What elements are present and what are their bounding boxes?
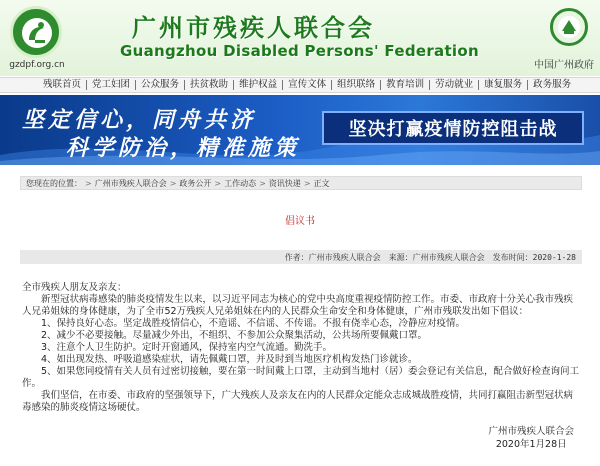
- banner-slogan-line2: 科学防治，精准施策: [66, 135, 301, 161]
- nav-item-education[interactable]: 教育培训: [381, 80, 430, 90]
- article-meta: [20, 250, 582, 264]
- breadcrumb-separator: >: [259, 178, 266, 188]
- paragraph-item-3: 3、注意个人卫生防护。定时开窗通风，保持室内空气流通。勤洗手。: [41, 342, 333, 353]
- author-value: 广州市残疾人联合会: [308, 252, 381, 262]
- breadcrumb-item-current: 正文: [313, 178, 330, 188]
- breadcrumb-item-gov-affairs[interactable]: 政务公开: [179, 178, 212, 188]
- nav-item-poverty-relief[interactable]: 扶贫救助: [185, 80, 234, 90]
- signature-block: [488, 425, 574, 451]
- banner-campaign-box: 坚决打赢疫情防控阻击战: [322, 111, 584, 145]
- paragraph-closing: 我们坚信，在市委、市政府的坚强领导下，广大残疾人及亲友在内的人民群众定能众志成城战胜疫情，共同打赢阻击新型冠状病毒感染的肺炎疫情这场硬仗。: [22, 390, 574, 413]
- signature-org: 广州市残疾人联合会: [488, 426, 574, 437]
- campaign-banner: [0, 95, 600, 165]
- nav-item-culture[interactable]: 宣传文体: [283, 80, 332, 90]
- site-title-en: Guangzhou Disabled Persons' Federation: [120, 42, 479, 60]
- nav-item-rehab[interactable]: 康复服务: [479, 80, 528, 90]
- breadcrumb-separator: >: [214, 178, 222, 188]
- paragraph-intro: 新型冠状病毒感染的肺炎疫情发生以来，以习近平同志为核心的党中央高度重视疫情防控工作。市委、市政府十分关心我市残疾人兄弟姐妹的身体健康，为了全市52万残疾人兄弟姐妹在内的人民群众生命安全和身体健康，广州市残联发出如下倡议：: [22, 294, 574, 317]
- author-label: 作者：: [284, 252, 309, 262]
- article-body: [22, 282, 580, 414]
- source-value: 广州市残疾人联合会: [412, 252, 485, 262]
- paragraph-item-5: 5、如果您同疫情有关人员有过密切接触，要在第一时间戴上口罩，主动到当地村（居）委会登记有关信息，配合做好检查询问工作。: [22, 366, 580, 389]
- paragraph-item-2: 2、减少不必要接触。尽量减少外出，不组织、不参加公众聚集活动，公共场所要佩戴口罩。: [41, 330, 428, 341]
- nav-item-party[interactable]: 党工妇团: [87, 80, 136, 90]
- nav-item-government[interactable]: 政务服务: [533, 79, 572, 90]
- guangzhou-gov-emblem-icon[interactable]: [550, 8, 588, 46]
- source-label: 来源：: [388, 252, 413, 262]
- breadcrumb: [20, 176, 582, 190]
- breadcrumb-item-work-news[interactable]: 工作动态: [224, 178, 257, 188]
- publish-date: 2020-1-28: [532, 252, 576, 262]
- salutation: 全市残疾人朋友及亲友：: [22, 282, 127, 293]
- nav-item-organization[interactable]: 组织联络: [332, 80, 381, 90]
- nav-item-home[interactable]: 残联首页: [38, 80, 87, 90]
- breadcrumb-prefix: 您现在的位置：: [26, 178, 82, 188]
- date-label: 发布时间：: [492, 252, 533, 262]
- banner-slogan-line1: 坚定信心，同舟共济: [22, 107, 257, 133]
- breadcrumb-separator: >: [303, 178, 311, 188]
- paragraph-item-4: 4、如出现发热、呼吸道感染症状，请先佩戴口罩，并及时到当地医疗机构发热门诊就诊。: [41, 354, 418, 365]
- nav-item-rights[interactable]: 维护权益: [234, 80, 283, 90]
- signature-date: 2020年1月28日: [495, 439, 567, 450]
- breadcrumb-item-federation[interactable]: 广州市残疾人联合会: [94, 178, 167, 188]
- paragraph-item-1: 1、保持良好心态。坚定战胜疫情信心，不造谣、不信谣、不传谣。不报有侥幸心态，冷静应对疫情。: [41, 318, 466, 329]
- site-header: [0, 0, 600, 76]
- main-nav: [0, 77, 600, 93]
- site-title-cn: 广州市残疾人联合会: [132, 14, 375, 42]
- breadcrumb-separator: >: [169, 178, 177, 188]
- gov-label[interactable]: 中国广州政府: [534, 60, 594, 71]
- breadcrumb-separator: >: [85, 178, 92, 188]
- federation-logo-icon[interactable]: [10, 6, 62, 58]
- nav-item-public-service[interactable]: 公众服务: [136, 80, 185, 90]
- nav-item-employment[interactable]: 劳动就业: [430, 80, 479, 90]
- breadcrumb-item-express-news[interactable]: 资讯快递: [268, 178, 301, 188]
- site-url: gzdpf.org.cn: [9, 60, 65, 70]
- article-title: 倡议书: [285, 216, 315, 227]
